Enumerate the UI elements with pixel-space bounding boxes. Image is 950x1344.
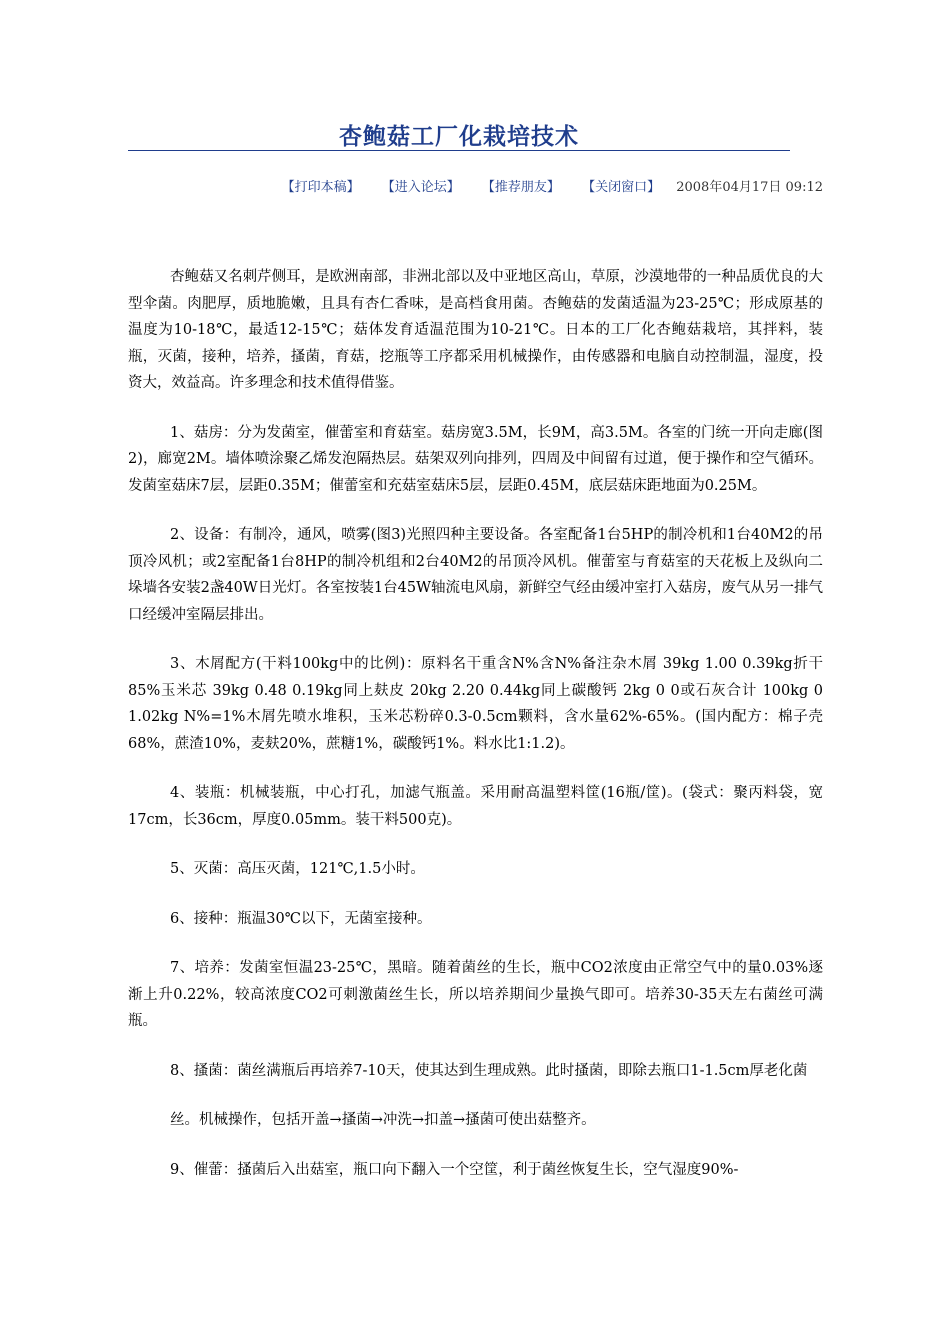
paragraph-cultivation: 7、培养：发菌室恒温23-25℃，黑暗。随着菌丝的生长，瓶中CO2浓度由正常空气中的量0.03%逐渐上升0.22%，较高浓度CO2可刺激菌丝生长，所以培养期间少量换气即可。培养30-35天左右菌丝可满瓶。	[128, 960, 823, 1029]
title-underline	[128, 150, 790, 151]
paragraph-mushroom-house: 1、菇房：分为发菌室，催蕾室和育菇室。菇房宽3.5M，长9M，高3.5M。各室的门统一开向走廊(图2)，廊宽2M。墙体喷涂聚乙烯发泡隔热层。菇架双列向排列，四周及中间留有过道，便于操作和空气循环。发菌室菇床7层，层距0.35M；催蕾室和充菇室菇床5层，层距0.45M，底层菇床距地面为0.25M。	[128, 424, 823, 494]
paragraph-scratching: 8、搔菌：菌丝满瓶后再培养7-10天，使其达到生理成熟。此时搔菌，即除去瓶口1-1.5cm厚老化菌	[170, 1062, 808, 1079]
recommend-link[interactable]: 【推荐朋友】	[481, 180, 560, 195]
paragraph-bottling: 4、装瓶：机械装瓶，中心打孔，加滤气瓶盖。采用耐高温塑料筐(16瓶/筐)。(袋式：聚丙料袋，宽17cm，长36cm，厚度0.05mm。装干料500克)。	[128, 785, 823, 828]
article-body	[128, 264, 823, 1206]
paragraph-budding: 9、催蕾：搔菌后入出菇室，瓶口向下翻入一个空筐，利于菌丝恢复生长，空气湿度90%-	[170, 1161, 739, 1178]
paragraph-equipment: 2、设备：有制冷，通风，喷雾(图3)光照四种主要设备。各室配备1台5HP的制冷机和1台40M2的吊顶冷风机；或2室配备1台8HP的制冷机组和2台40M2的吊顶冷风机。催蕾室与育菇室的天花板上及纵向二垛墙各安装2盏40W日光灯。各室按装1台45W轴流电风扇，新鲜空气经由缓冲室打入菇房，废气从另一排气口经缓冲室隔层排出。	[128, 527, 823, 623]
close-window-link[interactable]: 【关闭窗口】	[582, 180, 661, 195]
article-toolbar	[264, 176, 823, 195]
paragraph-formula: 3、木屑配方(干料100kg中的比例)：原料名干重含N%含N%备注杂木屑 39kg 1.00 0.39kg折干85%玉米芯 39kg 0.48 0.19kg同上麸皮 20kg 2.20 0.44kg同上碳酸钙 2kg 0 0或石灰合计 100kg 0 1.02kg N%=1%木屑先喷水堆积，玉米芯粉碎0.3-0.5cm颗料，含水量62%-65%。(国内配方：棉子壳68%，蔗渣10%，麦麸20%，蔗糖1%，碳酸钙1%。料水比1:1.2)。	[128, 656, 823, 752]
forum-link[interactable]: 【进入论坛】	[381, 180, 460, 195]
paragraph-inoculation: 6、接种：瓶温30℃以下，无菌室接种。	[170, 910, 432, 927]
paragraph-scratching-cont: 丝。机械操作，包括开盖→搔菌→冲洗→扣盖→搔菌可使出菇整齐。	[170, 1112, 596, 1128]
publish-date: 2008年04月17日 09:12	[676, 180, 823, 195]
paragraph-sterilization: 5、灭菌：高压灭菌，121℃,1.5小时。	[170, 861, 425, 877]
article-title: 杏鲍菇工厂化栽培技术	[339, 123, 579, 150]
paragraph-intro: 杏鲍菇又名刺芹侧耳，是欧洲南部，非洲北部以及中亚地区高山，草原，沙漠地带的一种品质优良的大型伞菌。肉肥厚，质地脆嫩，且具有杏仁香味，是高档食用菌。杏鲍菇的发菌适温为23-25℃；形成原基的温度为10-18℃，最适12-15℃；菇体发育适温范围为10-21℃。日本的工厂化杏鲍菇栽培，其拌料，装瓶，灭菌，接种，培养，搔菌，育菇，挖瓶等工序都采用机械操作，由传感器和电脑自动控制温，湿度，投资大，效益高。许多理念和技术值得借鉴。	[128, 269, 823, 391]
print-link[interactable]: 【打印本稿】	[281, 180, 360, 195]
